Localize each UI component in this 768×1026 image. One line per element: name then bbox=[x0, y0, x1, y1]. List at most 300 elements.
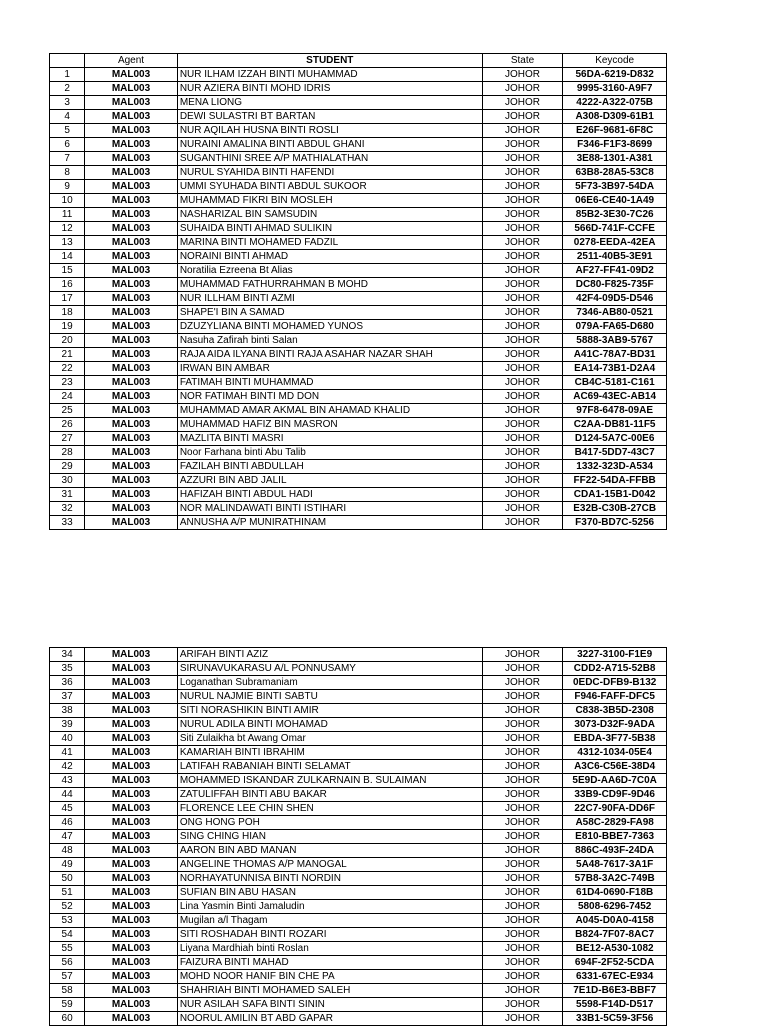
keycode-cell: DC80-F825-735F bbox=[563, 278, 667, 292]
row-number: 29 bbox=[50, 460, 85, 474]
row-number: 9 bbox=[50, 180, 85, 194]
student-name-cell: SIRUNAVUKARASU A/L PONNUSAMY bbox=[177, 662, 482, 676]
row-number: 54 bbox=[50, 928, 85, 942]
row-number: 39 bbox=[50, 718, 85, 732]
student-name-cell: MAZLITA BINTI MASRI bbox=[177, 432, 482, 446]
row-number: 21 bbox=[50, 348, 85, 362]
student-name-cell: NURUL SYAHIDA BINTI HAFENDI bbox=[177, 166, 482, 180]
table-row bbox=[50, 998, 667, 1012]
keycode-cell: CDA1-15B1-D042 bbox=[563, 488, 667, 502]
keycode-cell: 3073-D32F-9ADA bbox=[563, 718, 667, 732]
student-name-cell: NUR ILLHAM BINTI AZMI bbox=[177, 292, 482, 306]
table-row bbox=[50, 718, 667, 732]
agent-cell: MAL003 bbox=[85, 96, 178, 110]
agent-cell: MAL003 bbox=[85, 138, 178, 152]
header-agent: Agent bbox=[85, 54, 178, 68]
keycode-cell: 5598-F14D-D517 bbox=[563, 998, 667, 1012]
row-number: 36 bbox=[50, 676, 85, 690]
student-name-cell: NURUL NAJMIE BINTI SABTU bbox=[177, 690, 482, 704]
table-row bbox=[50, 676, 667, 690]
state-cell: JOHOR bbox=[482, 690, 563, 704]
state-cell: JOHOR bbox=[482, 334, 563, 348]
student-name-cell: MUHAMMAD FIKRI BIN MOSLEH bbox=[177, 194, 482, 208]
student-name-cell: NUR AZIERA BINTI MOHD IDRIS bbox=[177, 82, 482, 96]
student-name-cell: ANGELINE THOMAS A/P MANOGAL bbox=[177, 858, 482, 872]
keycode-cell: AC69-43EC-AB14 bbox=[563, 390, 667, 404]
agent-cell: MAL003 bbox=[85, 474, 178, 488]
row-number: 24 bbox=[50, 390, 85, 404]
keycode-cell: 85B2-3E30-7C26 bbox=[563, 208, 667, 222]
state-cell: JOHOR bbox=[482, 998, 563, 1012]
agent-cell: MAL003 bbox=[85, 516, 178, 530]
student-name-cell: SHAHRIAH BINTI MOHAMED SALEH bbox=[177, 984, 482, 998]
table-row bbox=[50, 124, 667, 138]
keycode-cell: 079A-FA65-D680 bbox=[563, 320, 667, 334]
table-row bbox=[50, 110, 667, 124]
keycode-cell: 5808-6296-7452 bbox=[563, 900, 667, 914]
keycode-cell: 5888-3AB9-5767 bbox=[563, 334, 667, 348]
table-row bbox=[50, 970, 667, 984]
table-row bbox=[50, 320, 667, 334]
row-number: 12 bbox=[50, 222, 85, 236]
keycode-cell: 3E88-1301-A381 bbox=[563, 152, 667, 166]
header-student: STUDENT bbox=[177, 54, 482, 68]
table-row bbox=[50, 690, 667, 704]
agent-cell: MAL003 bbox=[85, 648, 178, 662]
row-number: 13 bbox=[50, 236, 85, 250]
table-row bbox=[50, 942, 667, 956]
state-cell: JOHOR bbox=[482, 194, 563, 208]
student-name-cell: NURUL ADILA BINTI MOHAMAD bbox=[177, 718, 482, 732]
row-number: 57 bbox=[50, 970, 85, 984]
agent-cell: MAL003 bbox=[85, 68, 178, 82]
agent-cell: MAL003 bbox=[85, 900, 178, 914]
student-name-cell: SING CHING HIAN bbox=[177, 830, 482, 844]
agent-cell: MAL003 bbox=[85, 886, 178, 900]
state-cell: JOHOR bbox=[482, 404, 563, 418]
row-number: 53 bbox=[50, 914, 85, 928]
agent-cell: MAL003 bbox=[85, 662, 178, 676]
table-1-body bbox=[50, 68, 667, 530]
agent-cell: MAL003 bbox=[85, 124, 178, 138]
agent-cell: MAL003 bbox=[85, 376, 178, 390]
table-row bbox=[50, 886, 667, 900]
agent-cell: MAL003 bbox=[85, 334, 178, 348]
table-row bbox=[50, 774, 667, 788]
agent-cell: MAL003 bbox=[85, 488, 178, 502]
header-keycode: Keycode bbox=[563, 54, 667, 68]
student-name-cell: NOORUL AMILIN BT ABD GAPAR bbox=[177, 1012, 482, 1026]
row-number: 46 bbox=[50, 816, 85, 830]
table-row bbox=[50, 390, 667, 404]
state-cell: JOHOR bbox=[482, 488, 563, 502]
row-number: 50 bbox=[50, 872, 85, 886]
row-number: 1 bbox=[50, 68, 85, 82]
table-row bbox=[50, 236, 667, 250]
student-name-cell: NORAINI BINTI AHMAD bbox=[177, 250, 482, 264]
student-name-cell: Loganathan Subramaniam bbox=[177, 676, 482, 690]
student-name-cell: MUHAMMAD HAFIZ BIN MASRON bbox=[177, 418, 482, 432]
agent-cell: MAL003 bbox=[85, 194, 178, 208]
student-name-cell: AZZURI BIN ABD JALIL bbox=[177, 474, 482, 488]
keycode-cell: A41C-78A7-BD31 bbox=[563, 348, 667, 362]
keycode-cell: C2AA-DB81-11F5 bbox=[563, 418, 667, 432]
state-cell: JOHOR bbox=[482, 676, 563, 690]
agent-cell: MAL003 bbox=[85, 152, 178, 166]
state-cell: JOHOR bbox=[482, 180, 563, 194]
state-cell: JOHOR bbox=[482, 516, 563, 530]
agent-cell: MAL003 bbox=[85, 292, 178, 306]
row-number: 26 bbox=[50, 418, 85, 432]
row-number: 35 bbox=[50, 662, 85, 676]
keycode-cell: 33B9-CD9F-9D46 bbox=[563, 788, 667, 802]
agent-cell: MAL003 bbox=[85, 432, 178, 446]
row-number: 10 bbox=[50, 194, 85, 208]
state-cell: JOHOR bbox=[482, 858, 563, 872]
state-cell: JOHOR bbox=[482, 942, 563, 956]
keycode-cell: 57B8-3A2C-749B bbox=[563, 872, 667, 886]
state-cell: JOHOR bbox=[482, 914, 563, 928]
student-name-cell: FLORENCE LEE CHIN SHEN bbox=[177, 802, 482, 816]
table-row bbox=[50, 516, 667, 530]
table-row bbox=[50, 404, 667, 418]
row-number: 34 bbox=[50, 648, 85, 662]
table-row bbox=[50, 446, 667, 460]
keycode-cell: 6331-67EC-E934 bbox=[563, 970, 667, 984]
keycode-cell: 0EDC-DFB9-B132 bbox=[563, 676, 667, 690]
agent-cell: MAL003 bbox=[85, 446, 178, 460]
agent-cell: MAL003 bbox=[85, 830, 178, 844]
keycode-cell: 886C-493F-24DA bbox=[563, 844, 667, 858]
student-name-cell: LATIFAH RABANIAH BINTI SELAMAT bbox=[177, 760, 482, 774]
agent-cell: MAL003 bbox=[85, 788, 178, 802]
state-cell: JOHOR bbox=[482, 208, 563, 222]
row-number: 45 bbox=[50, 802, 85, 816]
state-cell: JOHOR bbox=[482, 250, 563, 264]
state-cell: JOHOR bbox=[482, 816, 563, 830]
table-row bbox=[50, 250, 667, 264]
row-number: 20 bbox=[50, 334, 85, 348]
table-row bbox=[50, 222, 667, 236]
agent-cell: MAL003 bbox=[85, 278, 178, 292]
state-cell: JOHOR bbox=[482, 264, 563, 278]
agent-cell: MAL003 bbox=[85, 222, 178, 236]
keycode-cell: E32B-C30B-27CB bbox=[563, 502, 667, 516]
table-row bbox=[50, 704, 667, 718]
student-name-cell: NOR MALINDAWATI BINTI ISTIHARI bbox=[177, 502, 482, 516]
keycode-cell: FF22-54DA-FFBB bbox=[563, 474, 667, 488]
keycode-cell: A308-D309-61B1 bbox=[563, 110, 667, 124]
table-row bbox=[50, 362, 667, 376]
table-row bbox=[50, 1012, 667, 1026]
student-keycode-table-2 bbox=[49, 647, 667, 1026]
keycode-cell: 5F73-3B97-54DA bbox=[563, 180, 667, 194]
table-row bbox=[50, 334, 667, 348]
agent-cell: MAL003 bbox=[85, 264, 178, 278]
header-no bbox=[50, 54, 85, 68]
state-cell: JOHOR bbox=[482, 956, 563, 970]
row-number: 16 bbox=[50, 278, 85, 292]
student-name-cell: DEWI SULASTRI BT BARTAN bbox=[177, 110, 482, 124]
keycode-cell: 42F4-09D5-D546 bbox=[563, 292, 667, 306]
keycode-cell: 61D4-0690-F18B bbox=[563, 886, 667, 900]
keycode-cell: 97F8-6478-09AE bbox=[563, 404, 667, 418]
row-number: 4 bbox=[50, 110, 85, 124]
table-row bbox=[50, 858, 667, 872]
keycode-cell: 5E9D-AA6D-7C0A bbox=[563, 774, 667, 788]
keycode-cell: 0278-EEDA-42EA bbox=[563, 236, 667, 250]
keycode-cell: D124-5A7C-00E6 bbox=[563, 432, 667, 446]
agent-cell: MAL003 bbox=[85, 250, 178, 264]
keycode-cell: AF27-FF41-09D2 bbox=[563, 264, 667, 278]
row-number: 41 bbox=[50, 746, 85, 760]
state-cell: JOHOR bbox=[482, 872, 563, 886]
table-row bbox=[50, 788, 667, 802]
state-cell: JOHOR bbox=[482, 460, 563, 474]
row-number: 28 bbox=[50, 446, 85, 460]
table-row bbox=[50, 648, 667, 662]
state-cell: JOHOR bbox=[482, 732, 563, 746]
state-cell: JOHOR bbox=[482, 292, 563, 306]
row-number: 30 bbox=[50, 474, 85, 488]
student-name-cell: MENA LIONG bbox=[177, 96, 482, 110]
agent-cell: MAL003 bbox=[85, 460, 178, 474]
keycode-cell: 06E6-CE40-1A49 bbox=[563, 194, 667, 208]
keycode-cell: 4312-1034-05E4 bbox=[563, 746, 667, 760]
agent-cell: MAL003 bbox=[85, 166, 178, 180]
row-number: 8 bbox=[50, 166, 85, 180]
state-cell: JOHOR bbox=[482, 278, 563, 292]
keycode-cell: F946-FAFF-DFC5 bbox=[563, 690, 667, 704]
table-row bbox=[50, 376, 667, 390]
row-number: 59 bbox=[50, 998, 85, 1012]
table-row bbox=[50, 166, 667, 180]
table-row bbox=[50, 152, 667, 166]
keycode-cell: 2511-40B5-3E91 bbox=[563, 250, 667, 264]
keycode-cell: F370-BD7C-5256 bbox=[563, 516, 667, 530]
row-number: 15 bbox=[50, 264, 85, 278]
agent-cell: MAL003 bbox=[85, 180, 178, 194]
state-cell: JOHOR bbox=[482, 746, 563, 760]
keycode-cell: E26F-9681-6F8C bbox=[563, 124, 667, 138]
row-number: 22 bbox=[50, 362, 85, 376]
state-cell: JOHOR bbox=[482, 802, 563, 816]
table-row bbox=[50, 502, 667, 516]
state-cell: JOHOR bbox=[482, 662, 563, 676]
state-cell: JOHOR bbox=[482, 760, 563, 774]
student-name-cell: Mugilan a/l Thagam bbox=[177, 914, 482, 928]
student-name-cell: NORHAYATUNNISA BINTI NORDIN bbox=[177, 872, 482, 886]
agent-cell: MAL003 bbox=[85, 858, 178, 872]
table-row bbox=[50, 208, 667, 222]
table-row bbox=[50, 68, 667, 82]
table-row bbox=[50, 830, 667, 844]
keycode-cell: BE12-A530-1082 bbox=[563, 942, 667, 956]
table-row bbox=[50, 460, 667, 474]
row-number: 19 bbox=[50, 320, 85, 334]
state-cell: JOHOR bbox=[482, 446, 563, 460]
student-name-cell: Liyana Mardhiah binti Roslan bbox=[177, 942, 482, 956]
state-cell: JOHOR bbox=[482, 788, 563, 802]
state-cell: JOHOR bbox=[482, 718, 563, 732]
keycode-cell: 56DA-6219-D832 bbox=[563, 68, 667, 82]
agent-cell: MAL003 bbox=[85, 390, 178, 404]
student-name-cell: SUFIAN BIN ABU HASAN bbox=[177, 886, 482, 900]
student-name-cell: ANNUSHA A/P MUNIRATHINAM bbox=[177, 516, 482, 530]
row-number: 49 bbox=[50, 858, 85, 872]
agent-cell: MAL003 bbox=[85, 732, 178, 746]
agent-cell: MAL003 bbox=[85, 802, 178, 816]
state-cell: JOHOR bbox=[482, 68, 563, 82]
row-number: 48 bbox=[50, 844, 85, 858]
table-row bbox=[50, 96, 667, 110]
keycode-cell: C838-3B5D-2308 bbox=[563, 704, 667, 718]
student-name-cell: ONG HONG POH bbox=[177, 816, 482, 830]
keycode-cell: 22C7-90FA-DD6F bbox=[563, 802, 667, 816]
state-cell: JOHOR bbox=[482, 152, 563, 166]
agent-cell: MAL003 bbox=[85, 942, 178, 956]
agent-cell: MAL003 bbox=[85, 984, 178, 998]
state-cell: JOHOR bbox=[482, 124, 563, 138]
state-cell: JOHOR bbox=[482, 900, 563, 914]
table-row bbox=[50, 474, 667, 488]
table-row bbox=[50, 928, 667, 942]
agent-cell: MAL003 bbox=[85, 998, 178, 1012]
agent-cell: MAL003 bbox=[85, 844, 178, 858]
state-cell: JOHOR bbox=[482, 306, 563, 320]
state-cell: JOHOR bbox=[482, 320, 563, 334]
agent-cell: MAL003 bbox=[85, 82, 178, 96]
row-number: 25 bbox=[50, 404, 85, 418]
student-name-cell: MARINA BINTI MOHAMED FADZIL bbox=[177, 236, 482, 250]
row-number: 14 bbox=[50, 250, 85, 264]
row-number: 43 bbox=[50, 774, 85, 788]
agent-cell: MAL003 bbox=[85, 970, 178, 984]
keycode-cell: A3C6-C56E-38D4 bbox=[563, 760, 667, 774]
agent-cell: MAL003 bbox=[85, 418, 178, 432]
keycode-cell: 63B8-28A5-53C8 bbox=[563, 166, 667, 180]
table-row bbox=[50, 432, 667, 446]
table-row bbox=[50, 278, 667, 292]
agent-cell: MAL003 bbox=[85, 914, 178, 928]
agent-cell: MAL003 bbox=[85, 816, 178, 830]
row-number: 55 bbox=[50, 942, 85, 956]
table-row bbox=[50, 348, 667, 362]
row-number: 32 bbox=[50, 502, 85, 516]
table-row bbox=[50, 872, 667, 886]
row-number: 56 bbox=[50, 956, 85, 970]
keycode-cell: EA14-73B1-D2A4 bbox=[563, 362, 667, 376]
state-cell: JOHOR bbox=[482, 362, 563, 376]
agent-cell: MAL003 bbox=[85, 928, 178, 942]
row-number: 51 bbox=[50, 886, 85, 900]
row-number: 2 bbox=[50, 82, 85, 96]
row-number: 7 bbox=[50, 152, 85, 166]
student-name-cell: FAZILAH BINTI ABDULLAH bbox=[177, 460, 482, 474]
table-row bbox=[50, 82, 667, 96]
table-row bbox=[50, 802, 667, 816]
state-cell: JOHOR bbox=[482, 390, 563, 404]
keycode-cell: 5A48-7617-3A1F bbox=[563, 858, 667, 872]
student-name-cell: NASHARIZAL BIN SAMSUDIN bbox=[177, 208, 482, 222]
agent-cell: MAL003 bbox=[85, 306, 178, 320]
state-cell: JOHOR bbox=[482, 376, 563, 390]
table-row bbox=[50, 984, 667, 998]
state-cell: JOHOR bbox=[482, 928, 563, 942]
agent-cell: MAL003 bbox=[85, 872, 178, 886]
table-row bbox=[50, 816, 667, 830]
row-number: 17 bbox=[50, 292, 85, 306]
student-name-cell: Nasuha Zafirah binti Salan bbox=[177, 334, 482, 348]
row-number: 23 bbox=[50, 376, 85, 390]
student-name-cell: ARIFAH BINTI AZIZ bbox=[177, 648, 482, 662]
row-number: 6 bbox=[50, 138, 85, 152]
table-row bbox=[50, 900, 667, 914]
agent-cell: MAL003 bbox=[85, 1012, 178, 1026]
student-name-cell: Siti Zulaikha bt Awang Omar bbox=[177, 732, 482, 746]
student-name-cell: NUR ILHAM IZZAH BINTI MUHAMMAD bbox=[177, 68, 482, 82]
keycode-cell: 7E1D-B6E3-BBF7 bbox=[563, 984, 667, 998]
table-row bbox=[50, 914, 667, 928]
student-name-cell: SITI ROSHADAH BINTI ROZARI bbox=[177, 928, 482, 942]
row-number: 58 bbox=[50, 984, 85, 998]
keycode-cell: CDD2-A715-52B8 bbox=[563, 662, 667, 676]
keycode-cell: 7346-AB80-0521 bbox=[563, 306, 667, 320]
agent-cell: MAL003 bbox=[85, 760, 178, 774]
student-name-cell: IRWAN BIN AMBAR bbox=[177, 362, 482, 376]
agent-cell: MAL003 bbox=[85, 110, 178, 124]
row-number: 18 bbox=[50, 306, 85, 320]
student-name-cell: FAIZURA BINTI MAHAD bbox=[177, 956, 482, 970]
student-name-cell: MOHD NOOR HANIF BIN CHE PA bbox=[177, 970, 482, 984]
student-name-cell: UMMI SYUHADA BINTI ABDUL SUKOOR bbox=[177, 180, 482, 194]
row-number: 3 bbox=[50, 96, 85, 110]
state-cell: JOHOR bbox=[482, 704, 563, 718]
agent-cell: MAL003 bbox=[85, 348, 178, 362]
keycode-cell: 566D-741F-CCFE bbox=[563, 222, 667, 236]
row-number: 60 bbox=[50, 1012, 85, 1026]
state-cell: JOHOR bbox=[482, 970, 563, 984]
student-name-cell: SHAPE'I BIN A SAMAD bbox=[177, 306, 482, 320]
state-cell: JOHOR bbox=[482, 844, 563, 858]
table-row bbox=[50, 306, 667, 320]
table-row bbox=[50, 746, 667, 760]
state-cell: JOHOR bbox=[482, 474, 563, 488]
keycode-cell: A045-D0A0-4158 bbox=[563, 914, 667, 928]
student-name-cell: FATIMAH BINTI MUHAMMAD bbox=[177, 376, 482, 390]
keycode-cell: E810-BBE7-7363 bbox=[563, 830, 667, 844]
state-cell: JOHOR bbox=[482, 138, 563, 152]
student-name-cell: KAMARIAH BINTI IBRAHIM bbox=[177, 746, 482, 760]
keycode-cell: 3227-3100-F1E9 bbox=[563, 648, 667, 662]
keycode-cell: 33B1-5C59-3F56 bbox=[563, 1012, 667, 1026]
state-cell: JOHOR bbox=[482, 236, 563, 250]
table-row bbox=[50, 180, 667, 194]
keycode-cell: 9995-3160-A9F7 bbox=[563, 82, 667, 96]
keycode-cell: 1332-323D-A534 bbox=[563, 460, 667, 474]
state-cell: JOHOR bbox=[482, 418, 563, 432]
student-name-cell: RAJA AIDA ILYANA BINTI RAJA ASAHAR NAZAR SHAH bbox=[177, 348, 482, 362]
row-number: 31 bbox=[50, 488, 85, 502]
agent-cell: MAL003 bbox=[85, 746, 178, 760]
table-row bbox=[50, 418, 667, 432]
student-name-cell: SITI NORASHIKIN BINTI AMIR bbox=[177, 704, 482, 718]
table-2-body bbox=[50, 648, 667, 1026]
state-cell: JOHOR bbox=[482, 502, 563, 516]
state-cell: JOHOR bbox=[482, 82, 563, 96]
table-row bbox=[50, 292, 667, 306]
table-row bbox=[50, 662, 667, 676]
